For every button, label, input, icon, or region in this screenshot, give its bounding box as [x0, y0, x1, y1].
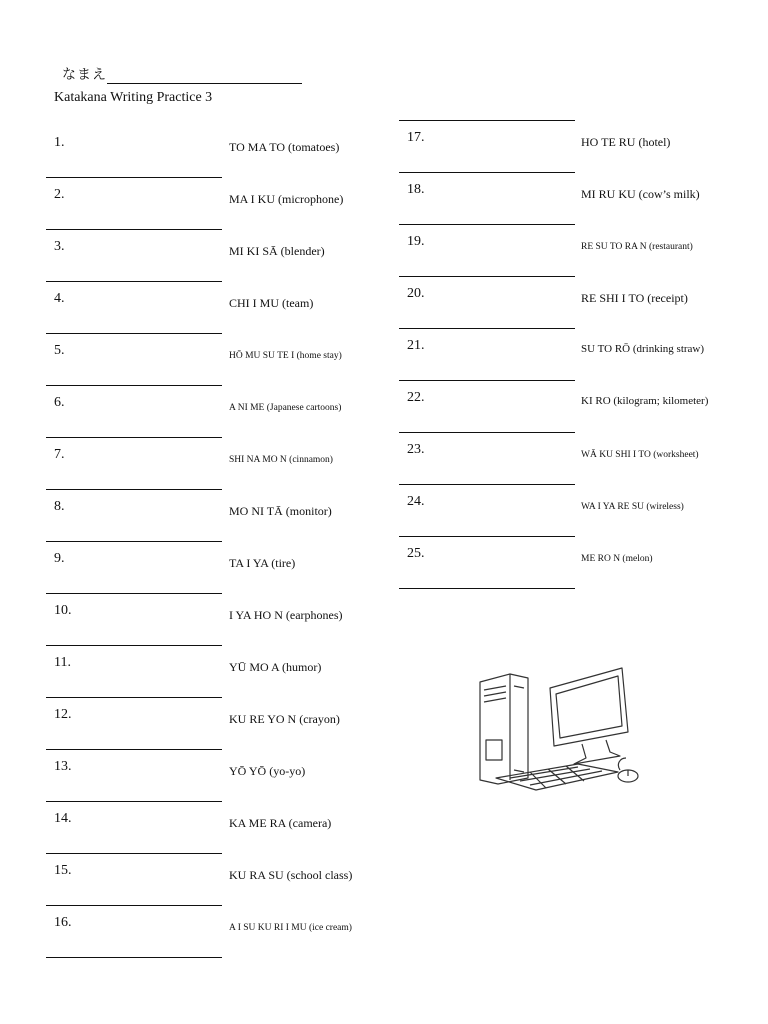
item-prompt: KU RA SU (school class)	[229, 868, 353, 882]
practice-item	[399, 121, 729, 173]
item-prompt: RE SU TO RA N (restaurant)	[581, 242, 693, 252]
item-prompt: TO MA TO (tomatoes)	[229, 140, 340, 154]
item-prompt: YŌ YŌ (yo-yo)	[229, 764, 306, 778]
practice-item	[399, 433, 729, 485]
item-number: 6.	[54, 395, 65, 410]
practice-item	[46, 698, 376, 750]
item-prompt: MI RU KU (cow’s milk)	[581, 187, 700, 201]
item-prompt: ME RO N (melon)	[581, 554, 653, 564]
item-prompt: WA I YA RE SU (wireless)	[581, 502, 684, 512]
item-prompt: TA I YA (tire)	[229, 556, 296, 570]
item-prompt: I YA HO N (earphones)	[229, 608, 343, 622]
item-number: 5.	[54, 343, 65, 358]
item-prompt: CHI I MU (team)	[229, 296, 314, 310]
practice-item	[46, 906, 376, 958]
practice-item	[46, 126, 376, 178]
item-number: 23.	[407, 442, 425, 457]
item-number: 3.	[54, 239, 65, 254]
item-prompt: SU TO RŌ (drinking straw)	[581, 343, 705, 355]
tower-case	[480, 674, 528, 784]
practice-item	[46, 334, 376, 386]
item-number: 9.	[54, 551, 65, 566]
item-number: 2.	[54, 187, 65, 202]
monitor-frame	[550, 668, 628, 746]
monitor-screen	[556, 676, 622, 738]
item-prompt: A I SU KU RI I MU (ice cream)	[229, 923, 352, 933]
practice-item	[399, 537, 729, 589]
computer-sketch	[470, 660, 670, 800]
practice-item	[46, 750, 376, 802]
item-prompt: MI KI SĀ (blender)	[229, 244, 325, 258]
item-number: 13.	[54, 759, 72, 774]
name-field[interactable]	[62, 64, 302, 84]
practice-item	[46, 178, 376, 230]
practice-item	[46, 386, 376, 438]
practice-item	[399, 485, 729, 537]
item-number: 21.	[407, 338, 425, 353]
practice-item	[46, 802, 376, 854]
item-prompt: A NI ME (Japanese cartoons)	[229, 403, 342, 413]
item-prompt: YŪ MO A (humor)	[229, 660, 322, 674]
practice-item	[399, 173, 729, 225]
practice-item	[399, 329, 729, 381]
name-label: なまえ	[62, 68, 107, 83]
item-number: 7.	[54, 447, 65, 462]
practice-item	[46, 594, 376, 646]
item-prompt: HŌ MU SU TE I (home stay)	[229, 351, 342, 361]
item-number: 18.	[407, 182, 425, 197]
item-number: 25.	[407, 546, 425, 561]
item-prompt: MA I KU (microphone)	[229, 192, 344, 206]
practice-item	[46, 490, 376, 542]
practice-item	[46, 230, 376, 282]
item-number: 17.	[407, 130, 425, 145]
item-number: 24.	[407, 494, 425, 509]
answer-line[interactable]	[399, 588, 575, 589]
practice-item	[46, 854, 376, 906]
item-number: 8.	[54, 499, 65, 514]
item-number: 1.	[54, 135, 65, 150]
item-prompt: KI RO (kilogram; kilometer)	[581, 395, 709, 407]
right-column	[399, 120, 729, 589]
item-number: 19.	[407, 234, 425, 249]
monitor-stand	[574, 740, 620, 764]
item-prompt: WĀ KU SHI I TO (worksheet)	[581, 450, 699, 460]
item-prompt: KA ME RA (camera)	[229, 816, 332, 830]
practice-item	[46, 646, 376, 698]
item-number: 10.	[54, 603, 72, 618]
item-prompt: HO TE RU (hotel)	[581, 135, 671, 149]
practice-item	[46, 542, 376, 594]
item-prompt: KU RE YO N (crayon)	[229, 712, 340, 726]
item-number: 22.	[407, 390, 425, 405]
item-number: 14.	[54, 811, 72, 826]
practice-item	[399, 277, 729, 329]
item-number: 20.	[407, 286, 425, 301]
practice-item	[46, 282, 376, 334]
item-prompt: MO NI TĀ (monitor)	[229, 504, 332, 518]
practice-item	[46, 438, 376, 490]
item-number: 11.	[54, 655, 71, 670]
item-number: 12.	[54, 707, 72, 722]
practice-item	[399, 225, 729, 277]
item-prompt: RE SHI I TO (receipt)	[581, 291, 688, 305]
desktop-computer-icon	[470, 660, 670, 800]
left-column	[46, 126, 376, 958]
name-blank-line[interactable]	[107, 69, 302, 84]
answer-line[interactable]	[46, 957, 222, 958]
item-number: 16.	[54, 915, 72, 930]
item-prompt: SHI NA MO N (cinnamon)	[229, 455, 333, 465]
item-number: 15.	[54, 863, 72, 878]
item-number: 4.	[54, 291, 65, 306]
worksheet-title: Katakana Writing Practice 3	[54, 90, 213, 105]
practice-item	[399, 381, 729, 433]
